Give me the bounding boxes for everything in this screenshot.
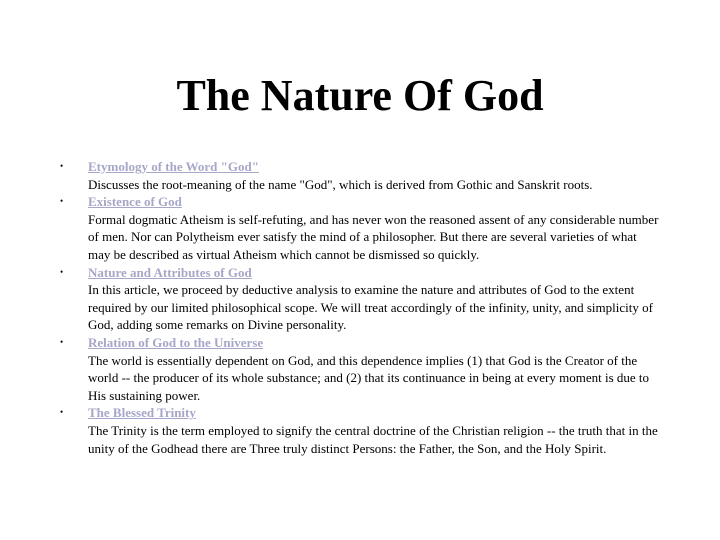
- topic-link-trinity[interactable]: The Blessed Trinity: [88, 405, 196, 421]
- topic-link-nature-attributes[interactable]: Nature and Attributes of God: [88, 264, 252, 280]
- topic-link-relation-universe[interactable]: Relation of God to the Universe: [88, 334, 264, 350]
- topic-link-existence[interactable]: Existence of God: [88, 194, 182, 210]
- list-item: [0, 334, 720, 404]
- topic-description: Discusses the root-meaning of the name "God", which is derived from Gothic and Sanskrit roots.: [88, 176, 593, 192]
- bullet-icon: •: [60, 336, 64, 347]
- bullet-icon: •: [60, 266, 64, 277]
- list-item: [0, 264, 720, 334]
- topic-description: Formal dogmatic Atheism is self-refuting, and has never won the reasoned assent of any considerable number of men. Nor can Polytheism ever satisfy the mind of a philosopher. But there are several varieties of what may be described as virtual Atheism which cannot be dismissed so quickly.: [88, 211, 659, 262]
- bullet-icon: •: [60, 407, 64, 418]
- topic-description: In this article, we proceed by deductive analysis to examine the nature and attributes of God to the extent required by our limited philosophical scope. We will treat accordingly of the infinity, unity, and simplicity of God, adding some remarks on Divine personality.: [88, 282, 653, 333]
- list-item: [0, 158, 720, 193]
- topic-description: The Trinity is the term employed to signify the central doctrine of the Christian religion -- the truth that in the unity of the Godhead there are Three truly distinct Persons: the Father, the Son, and the Holy Spirit.: [88, 422, 658, 456]
- list-item: [0, 193, 720, 263]
- topic-link-etymology[interactable]: Etymology of the Word "God": [88, 159, 259, 174]
- slide-title: The Nature Of God: [176, 71, 544, 120]
- bullet-icon: •: [60, 161, 64, 171]
- topic-list: [0, 158, 720, 457]
- list-item: [0, 404, 720, 457]
- bullet-icon: •: [60, 196, 64, 207]
- topic-description: The world is essentially dependent on God, and this dependence implies (1) that God is the Creator of the world -- the producer of its whole substance; and (2) that its continuance in being at every moment is due to His sustaining power.: [88, 352, 650, 403]
